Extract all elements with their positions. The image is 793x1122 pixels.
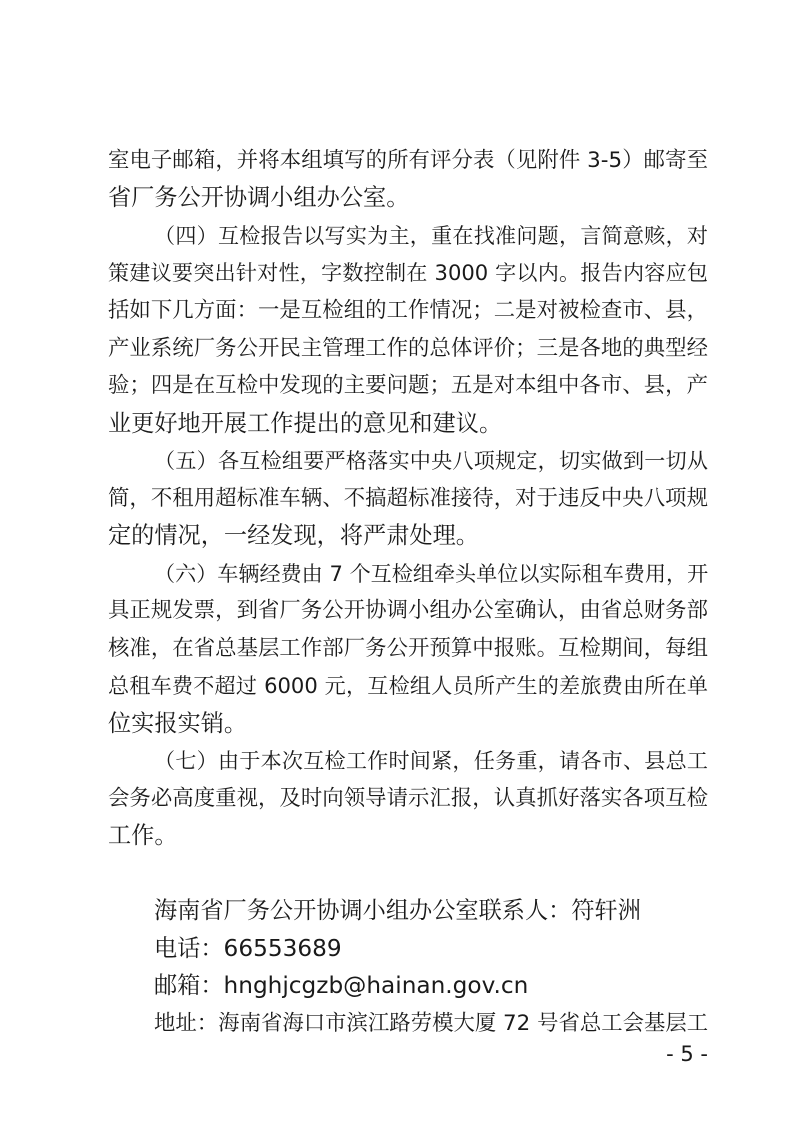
body-line: 简，不租用超标准车辆、不搞超标准接待，对于违反中央八项规 xyxy=(108,486,708,511)
body-line: 业更好地开展工作提出的意见和建议。 xyxy=(108,410,503,437)
body-line: 产业系统厂务公开民主管理工作的总体评价；三是各地的典型经 xyxy=(108,336,708,361)
contact-address: 地址：海南省海口市滨江路劳模大厦 72 号省总工会基层工 xyxy=(154,1011,708,1036)
paragraph-4-start: （四）互检报告以写实为主，重在找准问题，言简意赅，对 xyxy=(154,223,708,248)
body-line: 核准，在省总基层工作部厂务公开预算中报账。互检期间，每组 xyxy=(108,636,708,661)
contact-person: 海南省厂务公开协调小组办公室联系人：符轩洲 xyxy=(154,897,641,924)
body-line: 策建议要突出针对性，字数控制在 3000 字以内。报告内容应包 xyxy=(108,260,708,285)
paragraph-7-start: （七）由于本次互检工作时间紧，任务重，请各市、县总工 xyxy=(154,748,708,773)
body-line: 位实报实销。 xyxy=(108,710,248,737)
page-number: - 5 - xyxy=(666,1042,708,1066)
paragraph-6-start: （六）车辆经费由 7 个互检组牵头单位以实际租车费用，开 xyxy=(154,561,708,586)
contact-email: 邮箱：hnghjcgzb@hainan.gov.cn xyxy=(154,972,529,999)
body-line: 会务必高度重视，及时向领导请示汇报，认真抓好落实各项互检 xyxy=(108,786,708,811)
body-line: 省厂务公开协调小组办公室。 xyxy=(108,184,410,211)
body-line: 验；四是在互检中发现的主要问题；五是对本组中各市、县，产 xyxy=(108,373,708,398)
paragraph-5-start: （五）各互检组要严格落实中央八项规定，切实做到一切从 xyxy=(154,448,708,473)
body-line: 室电子邮箱，并将本组填写的所有评分表（见附件 3-5）邮寄至 xyxy=(108,148,708,173)
body-line: 具正规发票，到省厂务公开协调小组办公室确认，由省总财务部 xyxy=(108,598,708,623)
body-line: 总租车费不超过 6000 元，互检组人员所产生的差旅费由所在单 xyxy=(108,673,708,698)
body-line: 定的情况，一经发现，将严肃处理。 xyxy=(108,522,479,549)
body-line: 括如下几方面：一是互检组的工作情况；二是对被检查市、县， xyxy=(108,298,708,323)
body-line: 工作。 xyxy=(108,822,178,849)
contact-phone: 电话：66553689 xyxy=(154,935,342,962)
